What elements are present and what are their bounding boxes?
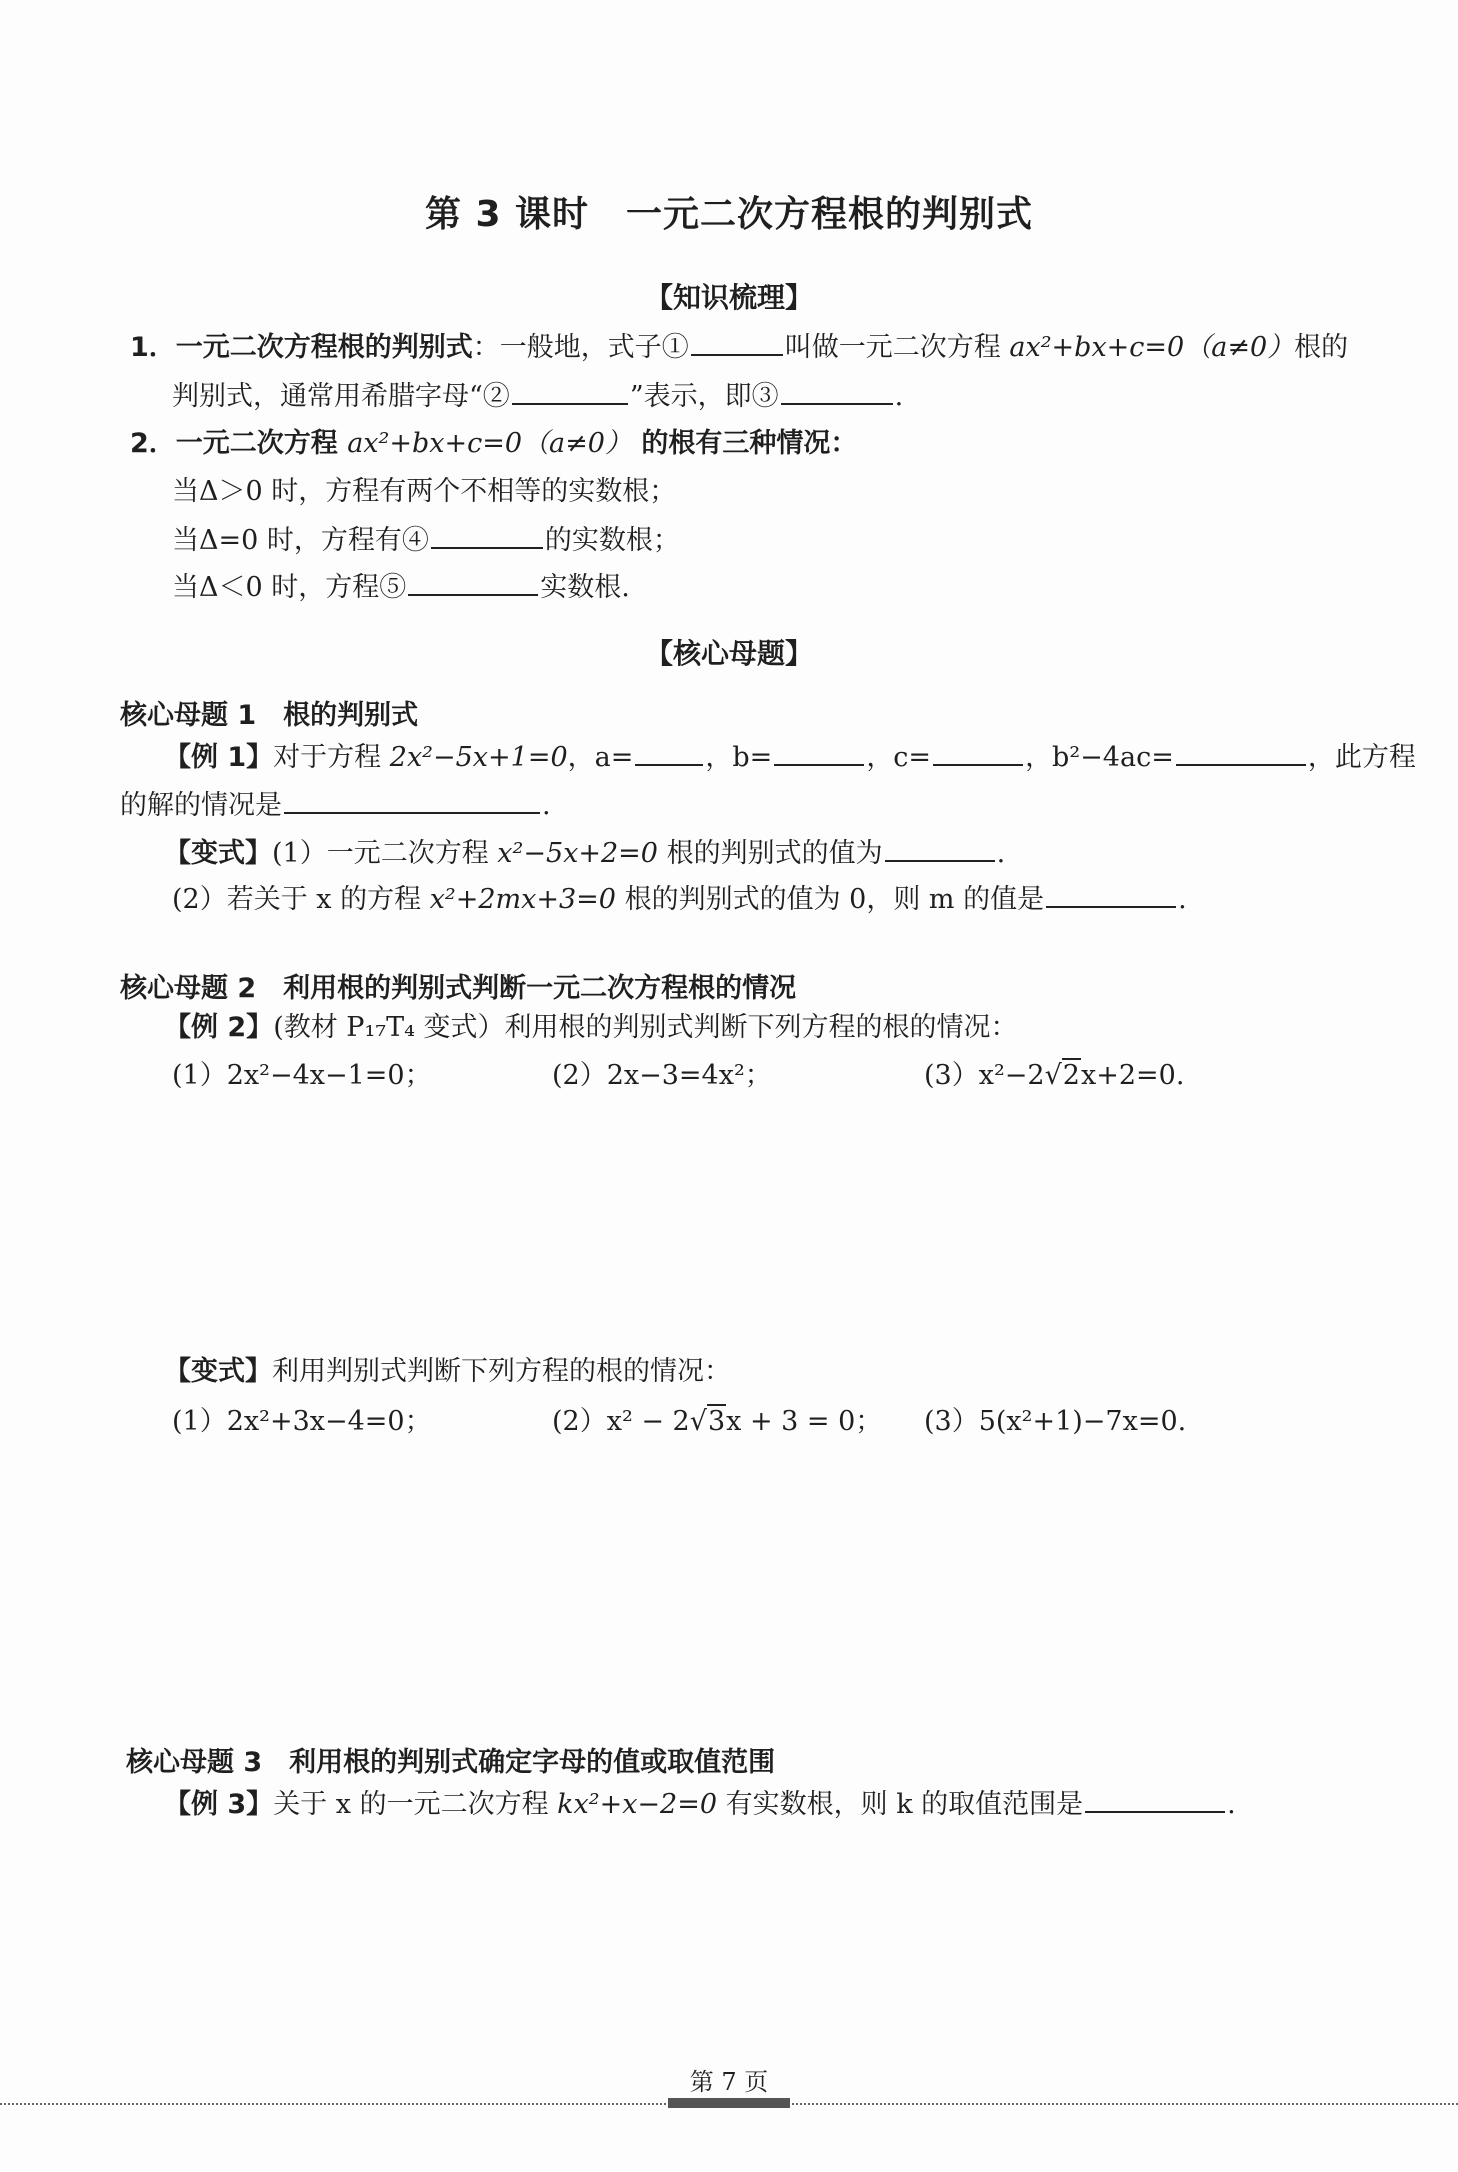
knowledge-heading: 【知识梳理】 [644,281,813,314]
item1-text-f: . [894,381,904,412]
knowledge-item-1-line-2 [172,377,903,415]
blank-a[interactable] [635,738,703,766]
ex1-text-f: ，此方程 [1307,742,1416,773]
footer-bar [668,2098,790,2108]
item2-text-b: 的根有三种情况： [631,428,858,459]
var1-text-a: (1）一元二次方程 [272,838,498,869]
item1-text-b: 叫做一元二次方程 [784,332,1010,363]
item1-term: 1．一元二次方程根的判别式 [130,332,473,363]
page-title: 第 3 课时 一元二次方程根的判别式 [424,194,1034,235]
blank-c[interactable] [933,738,1023,766]
example-1-label: 【例 1】 [164,742,274,773]
case-1: 当Δ＞0 时，方程有两个不相等的实数根； [172,476,677,507]
ex2-instructions: (教材 P₁₇T₄ 变式）利用根的判别式判断下列方程的根的情况： [273,1012,1018,1043]
ex1-text-h: . [542,790,551,821]
example-3-label: 【例 3】 [164,1789,274,1820]
item1-equation: ax²+bx+c=0（a≠0） [1009,332,1295,363]
var2-text-b: 根的判别式的值为 0，则 m 的值是 [615,884,1045,915]
case-3 [172,568,630,606]
variant-2-instructions: 利用判别式判断下列方程的根的情况： [272,1356,731,1387]
core-question-3-heading: 核心母题 3 利用根的判别式确定字母的值或取值范围 [126,1747,776,1778]
item2-equation: ax²+bx+c=0（a≠0） [347,428,632,459]
ex1-text-d: ，c= [866,742,932,773]
blank-1[interactable] [691,328,783,356]
blank-b[interactable] [774,738,864,766]
blank-discriminant[interactable] [1176,738,1306,766]
var2p2-text-b: x + 3 = 0； [726,1406,883,1437]
variant-1-line-1 [164,834,1005,872]
example-1-line-2 [120,786,551,824]
example-3-text [164,1785,1236,1823]
var2-equation: x²+2mx+3=0 [429,884,616,915]
ex1-text-e: ，b²−4ac= [1025,742,1174,773]
case3-text-b: 实数根. [540,572,630,603]
page-number: 第 7 页 [689,2068,769,2096]
blank-2[interactable] [512,377,628,405]
item1-text-e: ”表示，即③ [629,381,779,412]
variant-2-text [164,1354,731,1390]
item2-text-a: 2．一元二次方程 [130,428,348,459]
ex1-equation: 2x²−5x+1=0 [389,742,568,773]
ex1-text-g: 的解的情况是 [120,790,282,821]
example-2-part-3: (3）x²−2√2x+2=0. [924,1060,1185,1091]
item1-text-a: ：一般地，式子① [472,332,689,363]
ex2p3-text-a: (3）x²−2 [924,1060,1045,1091]
blank-k-range[interactable] [1085,1785,1225,1813]
ex2p3-text-b: x+2=0. [1080,1060,1185,1091]
ex1-text-c: ，b= [705,742,773,773]
example-1-line-1 [164,738,1416,776]
item1-text-c: 根的 [1294,332,1349,363]
ex1-text-b: ，a= [567,742,634,773]
blank-3[interactable] [781,377,893,405]
knowledge-item-2 [130,426,857,462]
var2-text-a: (2）若关于 x 的方程 [172,884,430,915]
var1-text-c: . [996,838,1006,869]
ex3-text-c: . [1227,1789,1236,1820]
variant-2-part-1: (1）2x²+3x−4=0； [172,1406,432,1437]
ex3-text-a: 关于 x 的一元二次方程 [273,1789,558,1820]
case2-text-b: 的实数根； [544,525,680,556]
blank-var1[interactable] [885,834,995,862]
example-2-part-1: (1）2x²−4x−1=0； [172,1060,432,1091]
blank-solution-case[interactable] [284,786,540,814]
variant-label: 【变式】 [164,838,272,869]
core-question-1-heading: 核心母题 1 根的判别式 [120,700,419,731]
example-2-text [164,1010,1018,1046]
core-question-2-heading: 核心母题 2 利用根的判别式判断一元二次方程根的情况 [120,973,797,1004]
ex1-text-a: 对于方程 [273,742,390,773]
blank-m[interactable] [1046,880,1176,908]
example-2-part-2: (2）2x−3=4x²； [552,1060,772,1091]
case2-text-a: 当Δ=0 时，方程有④ [172,525,429,556]
ex3-text-b: 有实数根，则 k 的取值范围是 [717,1789,1084,1820]
example-2-label: 【例 2】 [164,1012,274,1043]
variant-2-part-2: (2）x² − 2√3x + 3 = 0； [552,1406,883,1437]
var2p2-text-a: (2）x² − 2 [552,1406,690,1437]
blank-5[interactable] [408,568,538,596]
ex2p3-radicand: 2 [1062,1060,1080,1091]
item1-text-d: 判别式，通常用希腊字母“② [172,381,510,412]
var1-text-b: 根的判别式的值为 [657,838,883,869]
case3-text-a: 当Δ＜0 时，方程⑤ [172,572,407,603]
ex3-equation: kx²+x−2=0 [557,1789,718,1820]
variant-2-part-3: (3）5(x²+1)−7x=0. [924,1406,1187,1437]
case-2 [172,521,680,559]
core-heading: 【核心母题】 [644,637,813,670]
knowledge-item-1-line-1 [130,328,1348,366]
variant-2-label: 【变式】 [164,1356,272,1387]
var2-text-c: . [1178,884,1187,915]
blank-4[interactable] [431,521,543,549]
var2p2-radicand: 3 [707,1406,726,1437]
var1-equation: x²−5x+2=0 [497,838,658,869]
variant-1-line-2 [172,880,1187,918]
